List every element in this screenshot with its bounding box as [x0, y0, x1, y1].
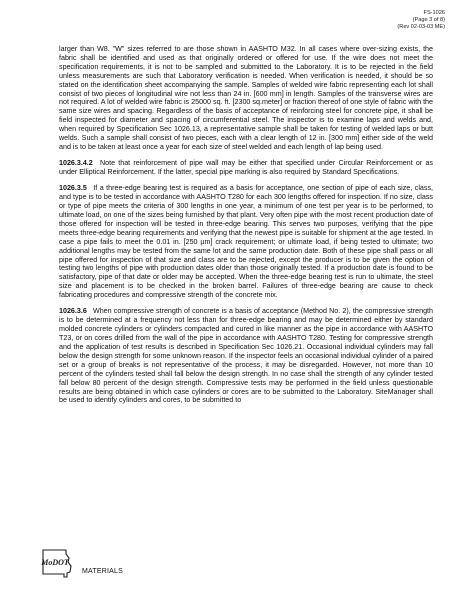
paragraph-1026-3-5: [59, 184, 433, 300]
form-id: FS-1026: [423, 10, 445, 16]
paragraph-text: larger than W8. "W" sizes referred to are those shown in AASHTO M32. In all cases where over-sizing exists, the fabric shall be identified and used as that originally ordered or offered for use. If the wire does not meet the specification requirements, it is not to be sampled and submitted to the Laboratory. It is to be rejected in the field unless measurements are such that Laboratory verification is needed. When verification is needed, it should be so stated on the identification sheet accompanying the sample. Samples of welded wire fabric representing each lot shall consist of two pieces of longitudinal wire not less than 24 in. [600 mm] in length. Samples of the transverse wires are not required. A lot of welded wire fabric is 25000 sq. ft. [2300 sq.meter] or fraction thereof of one style of fabric with the same size wires and spacing. Regardless of the basis of acceptance of reinforcing steel for concrete pipe, it shall be field inspected for diameter and spacing of circumferential steel. The inspector is to examine laps and welds and, when required by Specification Sec 1026.13, a representative sample shall be taken for testing of welded laps or butt welds. Such a sample shall consist of two pieces, each with a clear length of 12 in. [300 mm] either side of the weld and is to be taken at least once a year for each size of steel welded and each length of lap being used.: [59, 45, 433, 151]
page-header: [397, 10, 445, 31]
section-number: 1026.3.6: [59, 307, 87, 316]
page-number: (Page 3 of 8): [412, 17, 445, 23]
paragraph-text: Note that reinforcement of pipe wall may be either that specified under Circular Reinforcement or as under Elliptical Reinforcement. If the latter, special pipe marking is also required by Standard Specifications.: [59, 159, 433, 177]
section-number: 1026.3.4.2: [59, 159, 93, 168]
paragraph-text: If a three-edge bearing test is required as a basis for acceptance, one section of pipe of each size, class, and type is to be tested in accordance with AASHTO T280 for each 300 lengths offered for inspection. If no size, class or type of pipe meets the criteria of 300 lengths in one year, a minimum of one test per year is to be performed, to ultimate load, on one of the sizes being furnished by that plant. Very often pipe with the most recent production date of those offered for inspection will be tested in three-edge bearing. This serves two purposes, verifying that the pipe meets three-edge bearing requirements and verifying that the newest pipe is suitable for shipment at the age tested. In case a pipe fails to meet the 0.01 in. [250 µm] crack requirement; or ultimate load, if being tested to ultimate; two additional lengths may be tested from the same lot and the same production date. Both of these pipe shall pass or all pipe offered for inspection of that size and class are to be rejected, except the producer is to be given the option of testing two lengths of pipe with production dates older than those originally tested. If a production date is found to be satisfactory, pipe of that date or older may be accepted. When the three-edge bearing test is run to ultimate, the steel size and placement is to be checked in the broken barrel. Failures of three-edge bearing are cause to check fabricating procedures and compressive strength of the concrete mix.: [59, 184, 433, 300]
document-body: [59, 45, 433, 413]
paragraph-1026-3-6: [59, 307, 433, 405]
page-footer: [40, 546, 240, 582]
paragraph-text: When compressive strength of concrete is a basis of acceptance (Method No. 2), the compressive strength is to be determined at a frequency not less than for three-edge bearing and may be determined either by standard molded concrete cylinders or cylinders compacted and cured in like manner as the pipe in accordance with AASHTO T23, or on cores drilled from the wall of the pipe in accordance with AASHTO T280. Testing for compressive strength and the application of test results is described in Specification Sec 1026.21. Occasional individual cylinders may fall below the design strength for some unknown reason. If the inspector feels an occasional individual cylinder of a paired set or a group of breaks is not representative of the process, it may be disregarded. However, not more than 10 percent of the cylinders tested shall fall below the design strength. In no case shall the strength of any cylinder tested fall below 80 percent of the design strength. Compressive tests may be performed in the field unless questionable results are being obtained in which case cylinders or cores are to be submitted to the Laboratory. SiteManager shall be used to identify cylinders and cores, to be submitted to: [59, 307, 434, 405]
section-number: 1026.3.5: [59, 184, 87, 193]
logo-text: MoDOT: [41, 558, 69, 567]
footer-section-label: MATERIALS: [82, 568, 123, 575]
paragraph-continuation: [59, 45, 433, 152]
revision-date: (Rev 02-03-03 ME): [397, 24, 445, 30]
paragraph-1026-3-4-2: [59, 159, 433, 177]
modot-missouri-state-logo-icon: [40, 546, 74, 580]
